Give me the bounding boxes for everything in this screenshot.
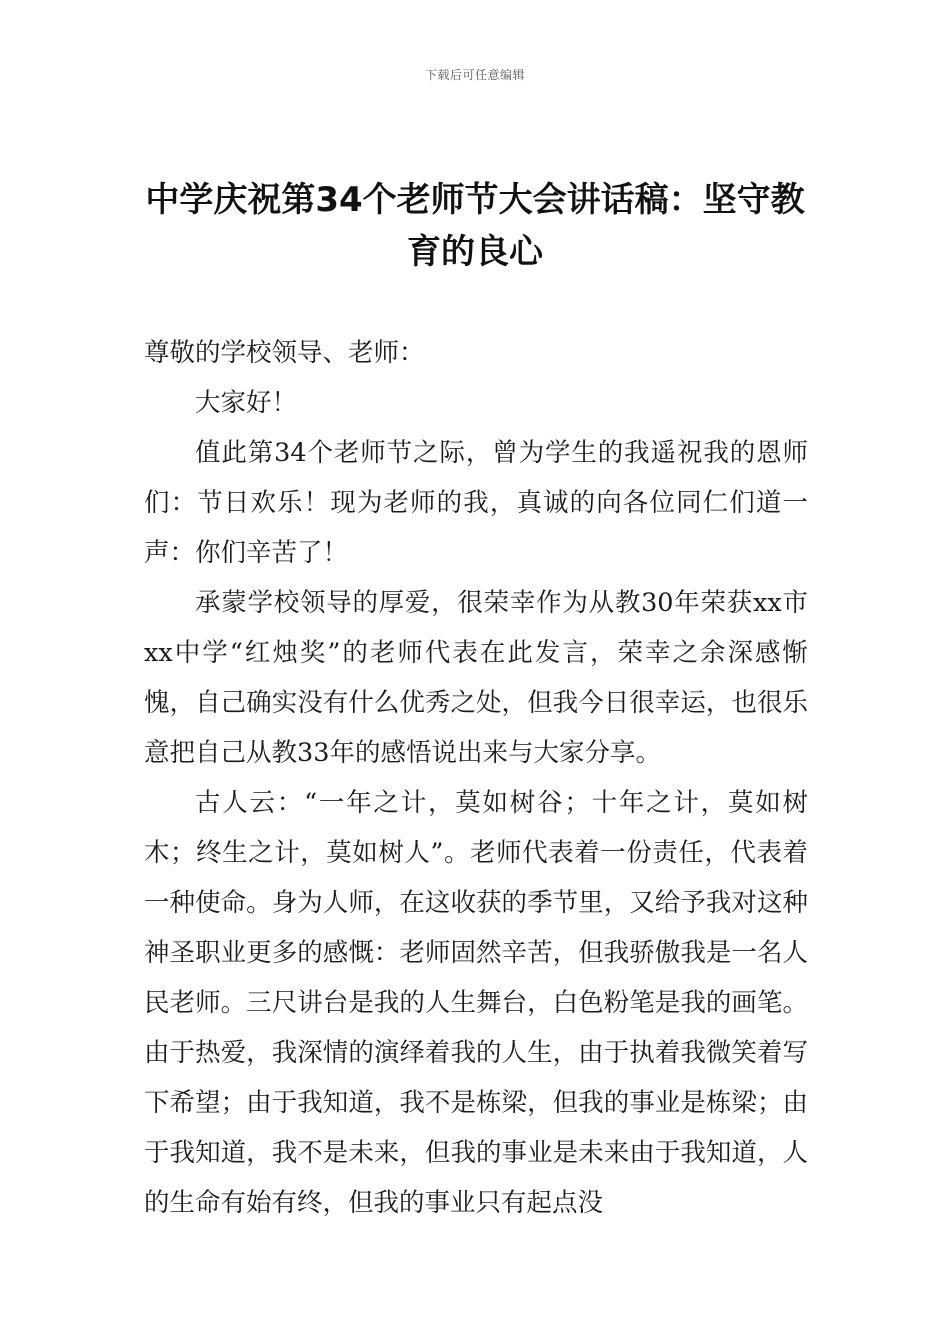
document-title: 中学庆祝第34个老师节大会讲话稿：坚守教育的良心 [145,180,805,272]
salutation: 尊敬的学校领导、老师： [144,338,425,368]
paragraph-wishes: 值此第34个老师节之际，曾为学生的我遥祝我的恩师们：节日欢乐！现为老师的我，真诚的向各位同仁们道一声：你们辛苦了！ [144,438,808,568]
header-note: 下载后可任意编辑 [424,68,525,82]
paragraph-introduction: 承蒙学校领导的厚爱，很荣幸作为从教30年荣获xx市xx中学“红烛奖”的老师代表在此发言，荣幸之余深感惭愧，自己确实没有什么优秀之处，但我今日很幸运，也很乐意把自己从教33年的感悟说出来与大家分享。 [144,588,808,768]
document-body [144,328,808,1228]
paragraph-greeting: 大家好！ [195,388,298,418]
paragraph-reflection: 古人云：“一年之计，莫如树谷；十年之计，莫如树木；终生之计，莫如树人”。老师代表着一份责任，代表着一种使命。身为人师，在这收获的季节里，又给予我对这种神圣职业更多的感慨：老师固然辛苦，但我骄傲我是一名人民老师。三尺讲台是我的人生舞台，白色粉笔是我的画笔。由于热爱，我深情的演绎着我的人生，由于执着我微笑着写下希望；由于我知道，我不是栋梁，但我的事业是栋梁；由于我知道，我不是未来，但我的事业是未来由于我知道，人的生命有始有终，但我的事业只有起点没 [144,788,808,1218]
